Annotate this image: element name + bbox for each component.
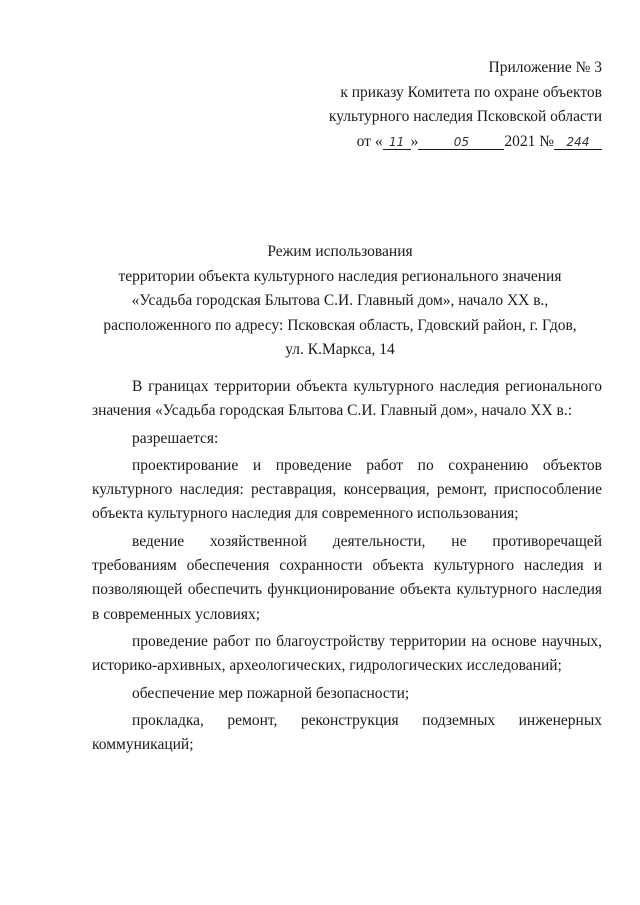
order-number: 244 (554, 135, 602, 150)
appendix-header (329, 56, 602, 154)
list-item: обеспечение мер пожарной безопасности; (132, 684, 410, 702)
title-line-4: расположенного по адресу: Псковская область, Гдовский район, г. Гдов, (103, 316, 577, 334)
allowed-heading: разрешается: (132, 429, 219, 447)
date-prefix: от « (356, 132, 383, 150)
list-item: проектирование и проведение работ по сохранению объектов культурного наследия: реставрация, консервация, ремонт, приспособление объекта культурного наследия для современного использования; (92, 456, 602, 523)
list-item: прокладка, ремонт, реконструкция подземных инженерных коммуникаций; (92, 711, 602, 754)
document-title (70, 240, 610, 363)
appendix-date-line (329, 130, 602, 155)
title-line-3: «Усадьба городская Блытова С.И. Главный дом», начало XX в., (131, 292, 549, 309)
date-year: 2021 № (504, 132, 554, 150)
intro-paragraph: В границах территории объекта культурного наследия регионального значения «Усадьба городская Блытова С.И. Главный дом», начало XX в.: (92, 378, 602, 420)
title-line-2: территории объекта культурного наследия регионального значения (118, 267, 562, 285)
document-body (92, 375, 602, 760)
appendix-order-ref: к приказу Комитета по охране объектов (340, 83, 602, 101)
date-day-close: » (410, 132, 419, 150)
title-line-1: Режим использования (267, 243, 413, 260)
appendix-committee: культурного наследия Псковской области (328, 108, 602, 125)
date-day: 11 (383, 135, 411, 150)
list-item: ведение хозяйственной деятельности, не противоречащей требованиям обеспечения сохранности объекта культурного наследия и позволяющей обеспечить функционирование объекта культурного наследия в современных условиях; (92, 532, 602, 623)
appendix-number: Приложение № 3 (488, 59, 602, 76)
list-item: проведение работ по благоустройству территории на основе научных, историко-архивных, археологических, гидрологических исследований; (92, 632, 602, 675)
title-line-5: ул. К.Маркса, 14 (285, 341, 395, 358)
date-month: 05 (418, 135, 504, 150)
